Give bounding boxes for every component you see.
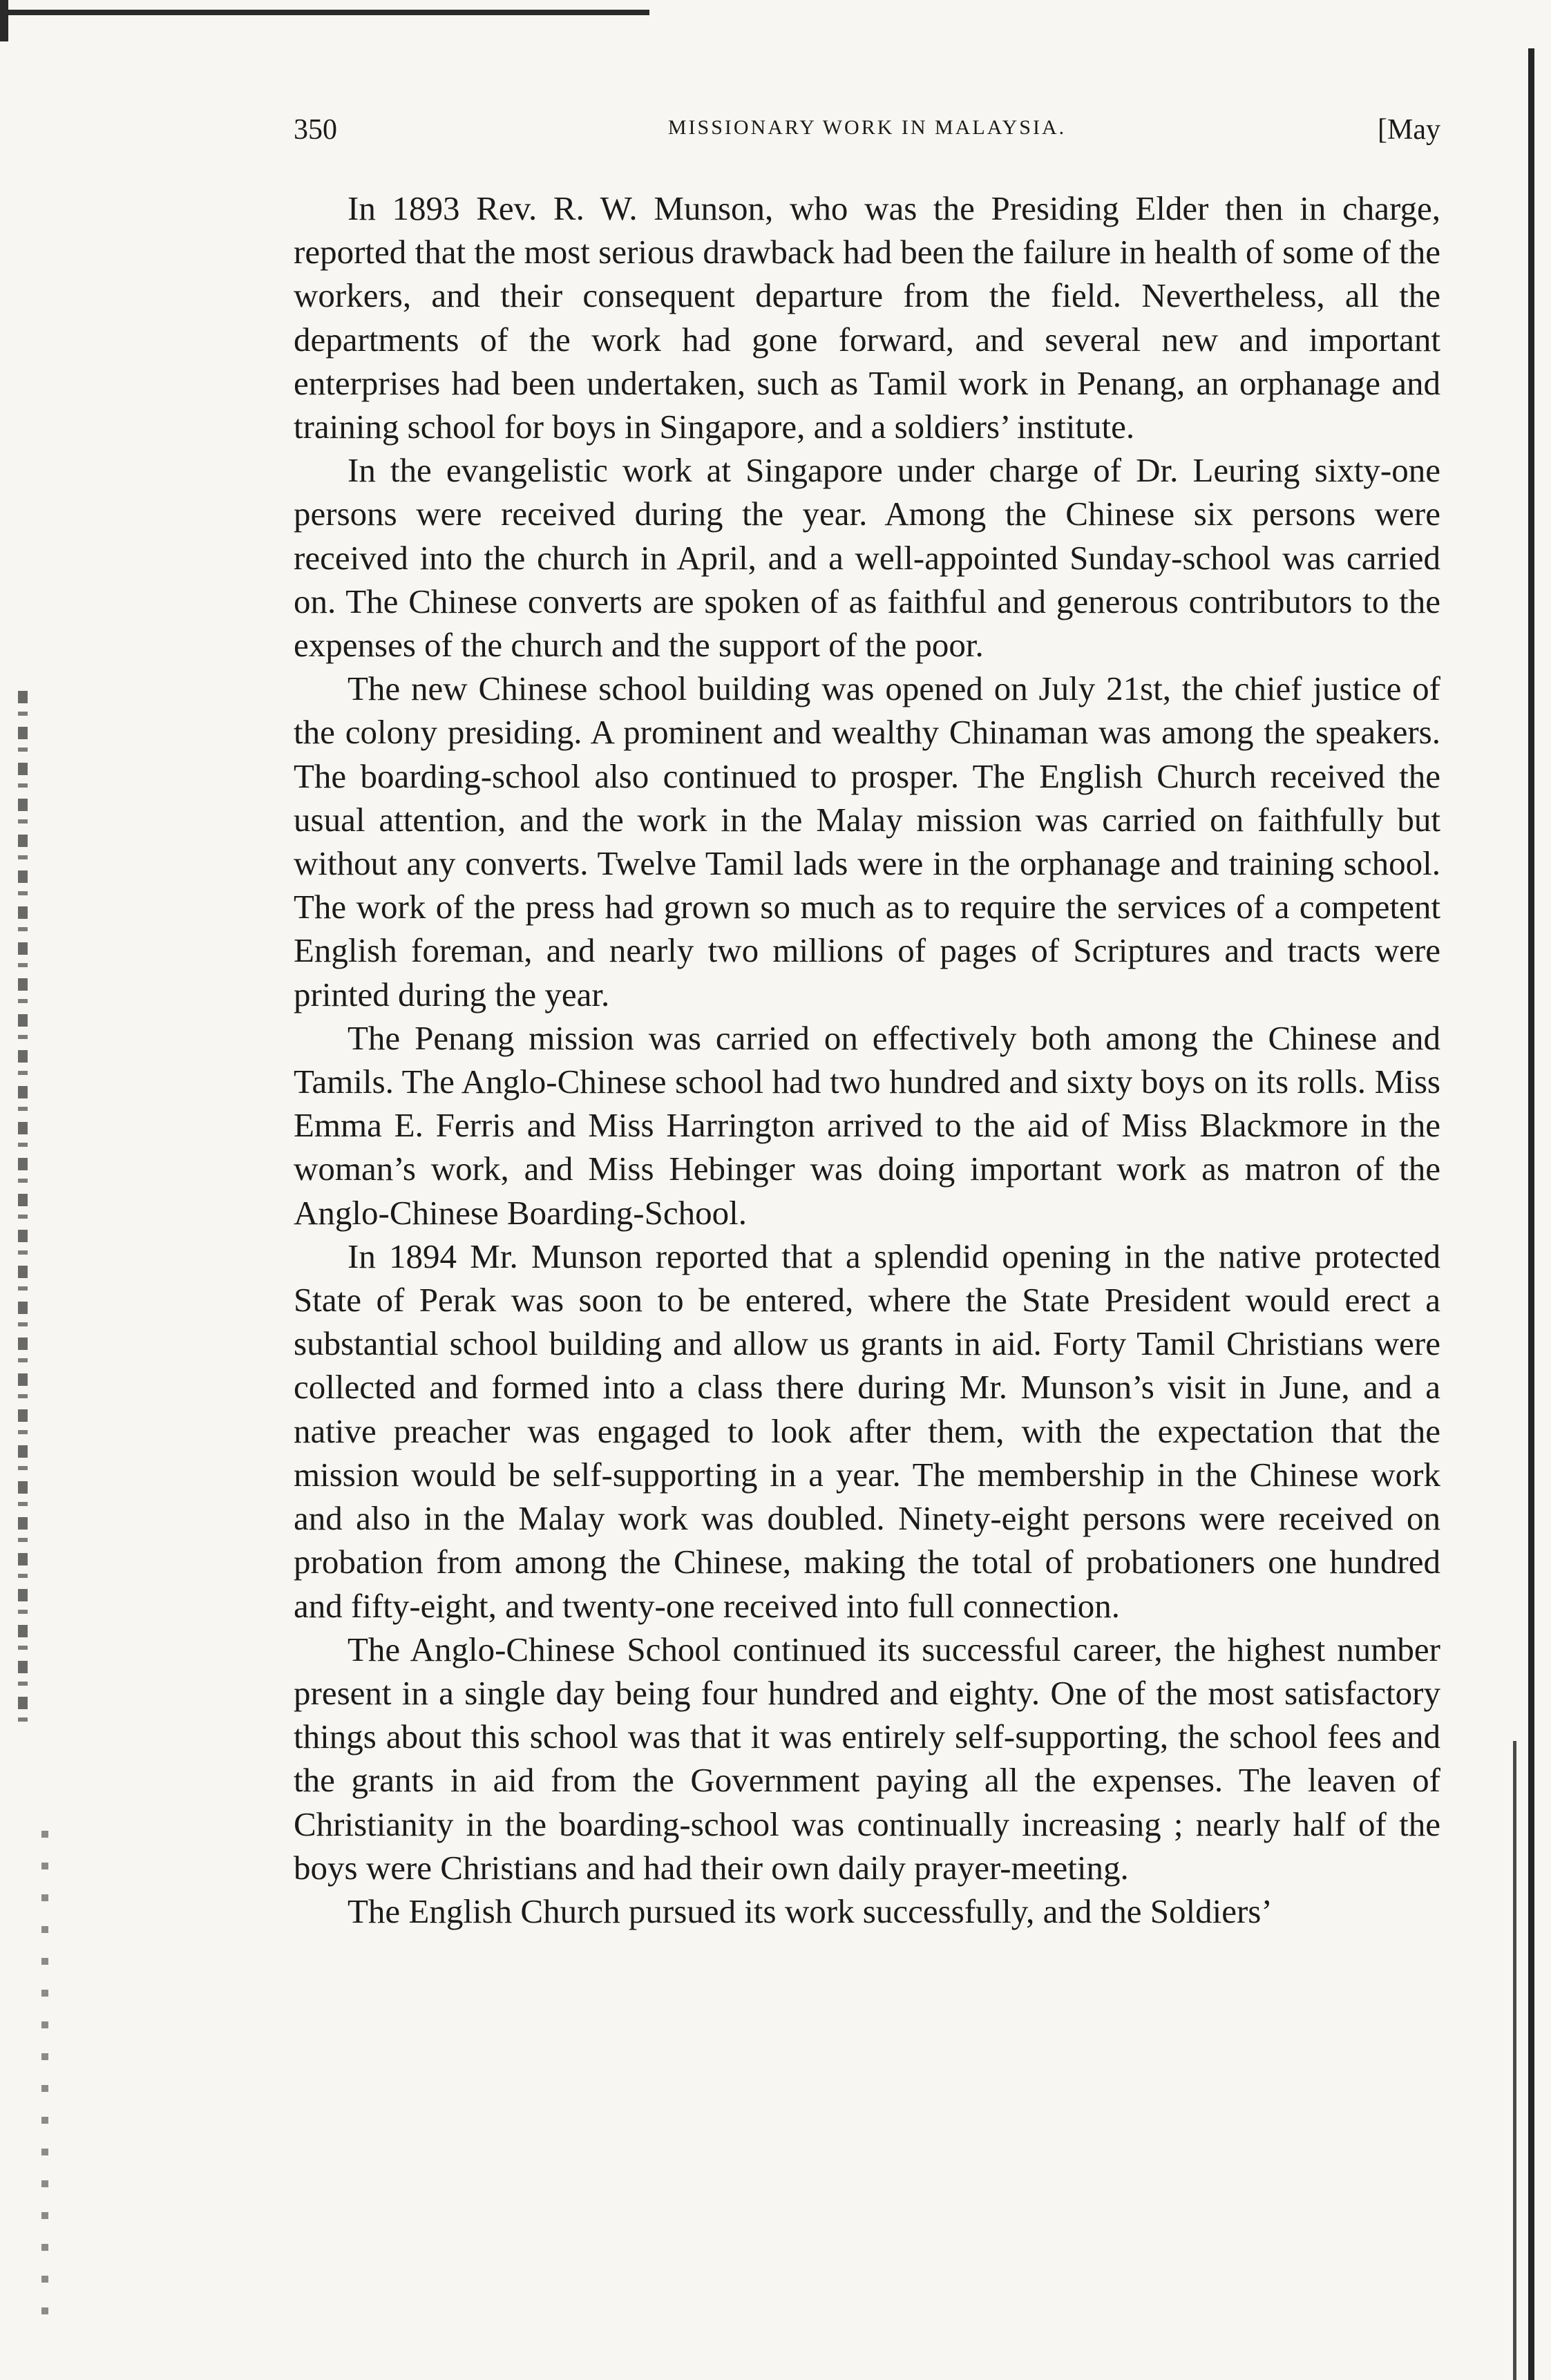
binding-edge-marks bbox=[18, 691, 28, 1727]
paragraph: The Anglo-Chinese School continued its successful career, the highest number present in a single day being four hundred and eighty. One of the most satisfactory things about this school was that it was entirely self-supporting, the school fees and the grants in aid from the Government paying all the expenses. The leaven of Christianity in the boarding-school was continually increasing ; nearly half of the boys were Christians and had their own daily prayer-meeting. bbox=[294, 1630, 1440, 1887]
running-title: MISSIONARY WORK IN MALAYSIA. bbox=[667, 116, 1067, 139]
top-scan-rule-tick bbox=[0, 0, 8, 41]
paragraph: In 1894 Mr. Munson reported that a splendid opening in the native protected State of Perak was soon to be entered, where the State President would erect a substantial school building and allow us grants in aid. Forty Tamil Christians were collected and formed into a class there during Mr. Munson’s visit in June, and a native preacher was engaged to look after them, with the expectation that the mission would be self-supporting in a year. The membership in the Chinese work and also in the Malay work was doubled. Ninety-eight persons were received on probation from among the Chinese, making the total of probationers one hundred and fifty-eight, and twenty-one received into full connection. bbox=[294, 1237, 1440, 1625]
binding-edge-dots bbox=[41, 1831, 48, 2314]
right-page-edge-shadow bbox=[1513, 1741, 1516, 2380]
running-header-date-mark: [May bbox=[1378, 114, 1440, 146]
paragraph: The new Chinese school building was opened on July 21st, the chief justice of the colony presiding. A prominent and wealthy Chinaman was among the speakers. The boarding-school also continued to prosper. The English Church received the usual attention, and the work in the Malay mission was carried on faithfully but without any converts. Twelve Tamil lads were in the orphanage and training school. The work of the press had grown so much as to require the services of a competent English foreman, and nearly two millions of pages of Scriptures and tracts were printed during the year. bbox=[294, 669, 1440, 1013]
paragraph: The English Church pursued its work successfully, and the Soldiers’ bbox=[348, 1892, 1273, 1930]
running-header bbox=[294, 111, 1440, 152]
paragraph: In the evangelistic work at Singapore under charge of Dr. Leuring sixty-one persons were received during the year. Among the Chinese six persons were received into the church in April, and a well-appointed Sunday-school was carried on. The Chinese converts are spoken of as faithful and generous contributors to the expenses of the church and the support of the poor. bbox=[294, 451, 1440, 665]
top-scan-rule bbox=[0, 10, 649, 15]
right-page-edge bbox=[1528, 48, 1534, 2380]
body-text bbox=[294, 187, 1440, 1933]
paragraph: The Penang mission was carried on effectively both among the Chinese and Tamils. The Anglo-Chinese school had two hundred and sixty boys on its rolls. Miss Emma E. Ferris and Miss Harrington arrived to the aid of Miss Blackmore in the woman’s work, and Miss Hebinger was doing important work as matron of the Anglo-Chinese Boarding-School. bbox=[294, 1018, 1440, 1232]
paragraph: In 1893 Rev. R. W. Munson, who was the Presiding Elder then in charge, reported that the most serious drawback had been the failure in health of some of the workers, and their consequent departure from the field. Nevertheless, all the departments of the work had gone forward, and several new and important enterprises had been undertaken, such as Tamil work in Penang, an orphanage and training school for boys in Singapore, and a soldiers’ institute. bbox=[294, 189, 1440, 446]
page-number: 350 bbox=[294, 114, 337, 146]
